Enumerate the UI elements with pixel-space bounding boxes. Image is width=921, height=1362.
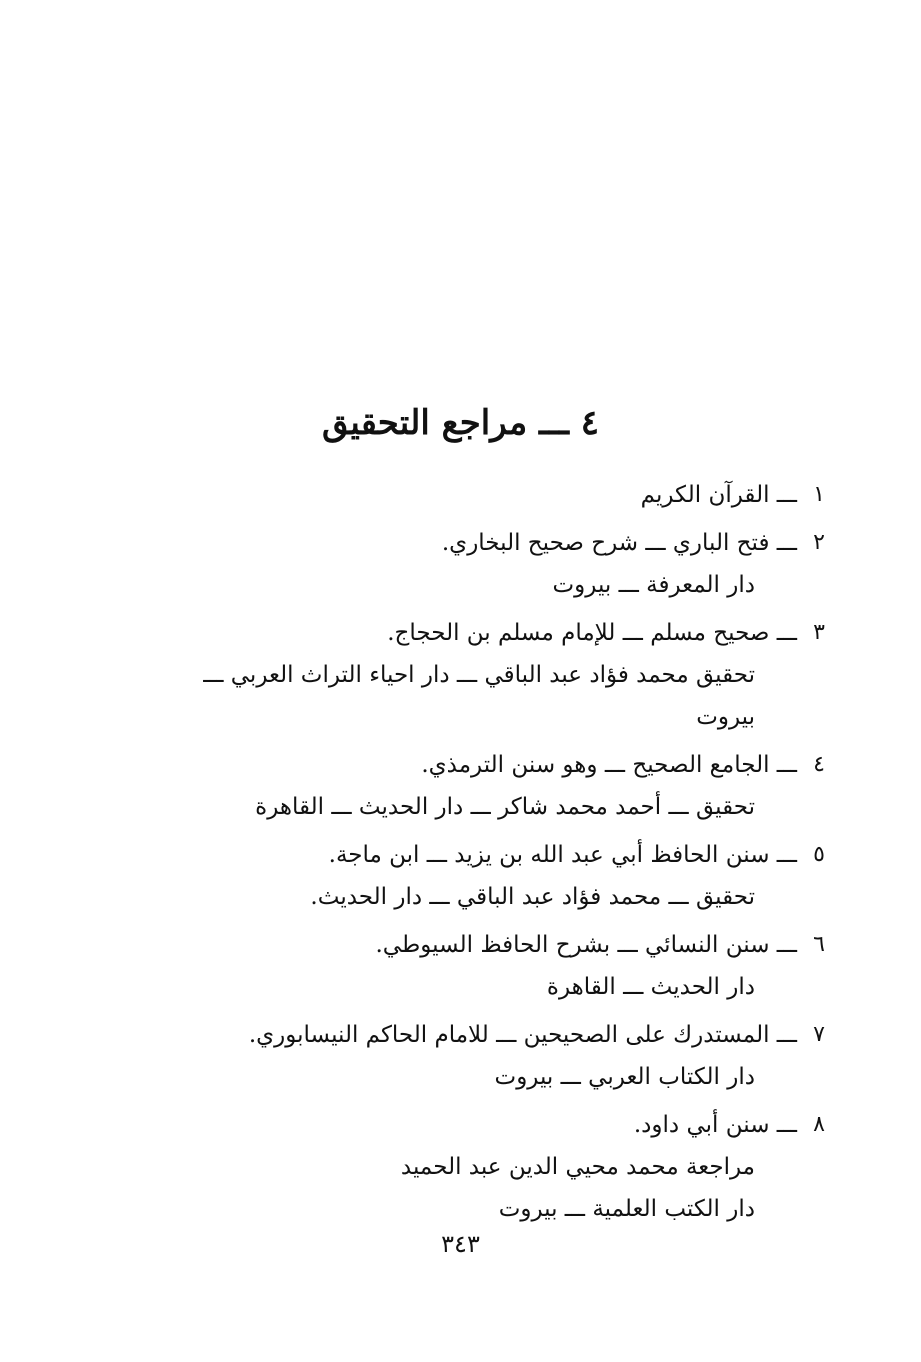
reference-detail: دار الكتب العلمية ـــ بيروت: [498, 1196, 755, 1222]
reference-number: ٨: [813, 1112, 825, 1137]
reference-detail: دار المعرفة ـــ بيروت: [552, 572, 755, 598]
section-title: ٤ ـــ مراجع التحقيق: [321, 402, 600, 443]
reference-title: ـــ الجامع الصحيح ـــ وهو سنن الترمذي.: [421, 752, 797, 778]
reference-title: ـــ المستدرك على الصحيحين ـــ للامام الحاكم النيسابوري.: [248, 1022, 797, 1048]
reference-detail: بيروت: [696, 704, 755, 730]
reference-item: [129, 612, 829, 738]
reference-item: [129, 474, 829, 516]
reference-detail: مراجعة محمد محيي الدين عبد الحميد: [400, 1154, 755, 1180]
reference-detail: تحقيق ـــ محمد فؤاد عبد الباقي ـــ دار الحديث.: [310, 884, 755, 910]
reference-item: [129, 1014, 829, 1098]
reference-number: ١: [813, 482, 825, 507]
reference-title: ـــ صحيح مسلم ـــ للإمام مسلم بن الحجاج.: [387, 620, 797, 646]
references-list: [129, 474, 829, 1236]
reference-number: ٢: [813, 530, 825, 555]
reference-item: [129, 1104, 829, 1230]
reference-item: [129, 834, 829, 918]
reference-number: ٣: [813, 620, 825, 645]
reference-detail: دار الحديث ـــ القاهرة: [546, 974, 755, 1000]
reference-title: ـــ سنن النسائي ـــ بشرح الحافظ السيوطي.: [375, 932, 797, 958]
reference-item: [129, 924, 829, 1008]
reference-item: [129, 522, 829, 606]
reference-detail: تحقيق محمد فؤاد عبد الباقي ـــ دار احياء التراث العربي ـــ: [203, 662, 755, 688]
reference-title: ـــ القرآن الكريم: [640, 482, 797, 508]
reference-number: ٥: [813, 842, 825, 867]
reference-detail: تحقيق ـــ أحمد محمد شاكر ـــ دار الحديث ـــ القاهرة: [255, 794, 755, 820]
reference-number: ٤: [813, 752, 825, 777]
reference-item: [129, 744, 829, 828]
reference-title: ـــ سنن أبي داود.: [633, 1112, 797, 1138]
reference-title: ـــ سنن الحافظ أبي عبد الله بن يزيد ـــ ابن ماجة.: [328, 842, 797, 868]
reference-detail: دار الكتاب العربي ـــ بيروت: [494, 1064, 755, 1090]
reference-number: ٦: [813, 932, 825, 957]
reference-title: ـــ فتح الباري ـــ شرح صحيح البخاري.: [441, 530, 797, 556]
reference-number: ٧: [813, 1022, 825, 1047]
page-number: ٣٤٣: [441, 1230, 480, 1258]
